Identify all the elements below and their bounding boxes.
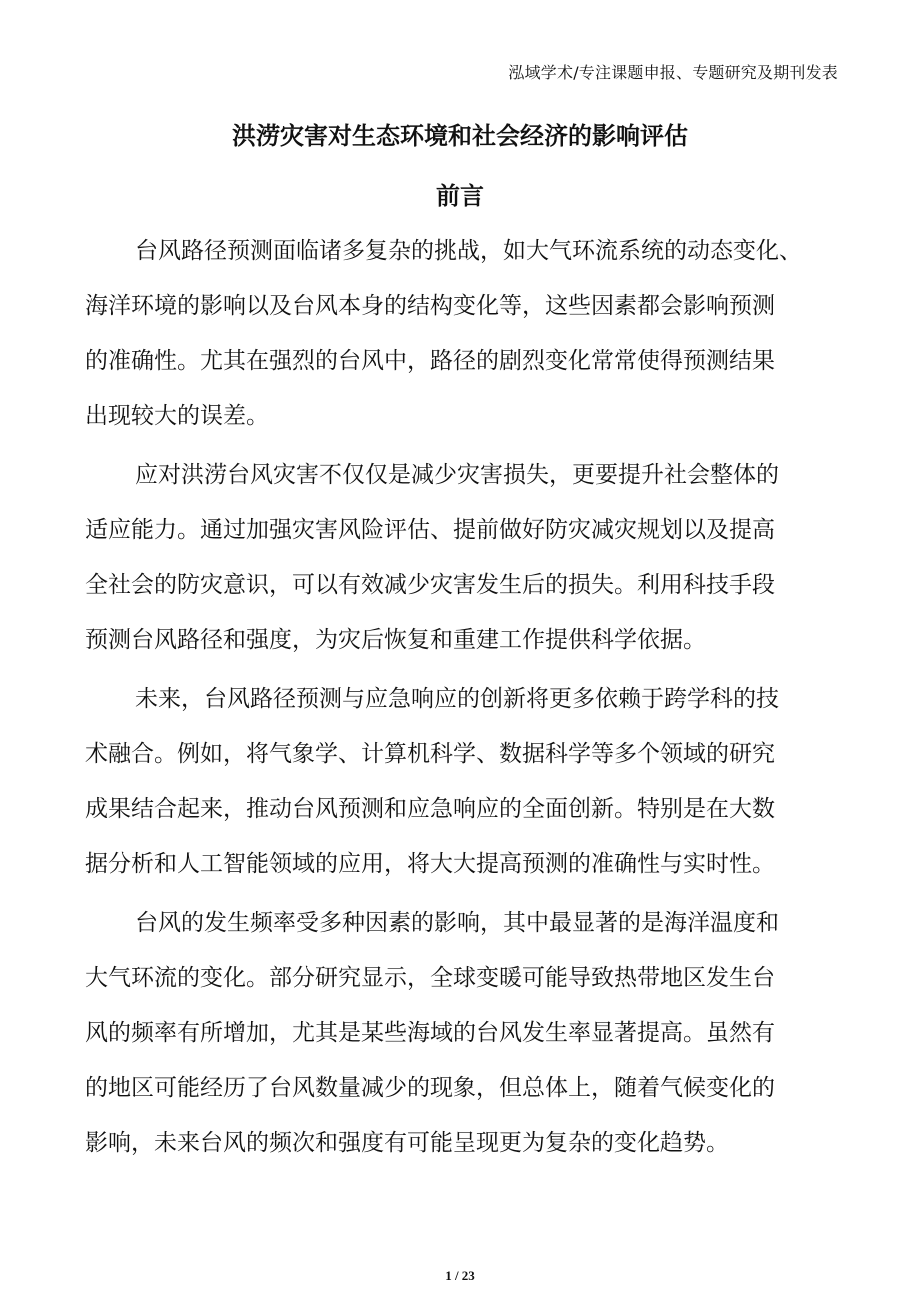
paragraph-line: 的准确性。尤其在强烈的台风中，路径的剧烈变化常常使得预测结果 xyxy=(85,348,775,374)
paragraph-line: 出现较大的误差。 xyxy=(85,403,269,429)
paragraph-1 xyxy=(85,224,845,444)
paragraph-line: 风的频率有所增加，尤其是某些海域的台风发生率显著提高。虽然有 xyxy=(85,1020,775,1046)
document-title: 洪涝灾害对生态环境和社会经济的影响评估 xyxy=(232,122,688,150)
paragraph-line: 适应能力。通过加强灾害风险评估、提前做好防灾减灾规划以及提高 xyxy=(85,517,775,543)
paragraph-line: 海洋环境的影响以及台风本身的结构变化等，这些因素都会影响预测 xyxy=(85,293,775,319)
paragraph-2 xyxy=(85,448,845,668)
paragraph-line: 大气环流的变化。部分研究显示，全球变暖可能导致热带地区发生台 xyxy=(85,965,775,991)
paragraph-line: 术融合。例如，将气象学、计算机科学、数据科学等多个领域的研究 xyxy=(85,741,775,767)
paragraph-line: 未来，台风路径预测与应急响应的创新将更多依赖于跨学科的技 xyxy=(135,686,779,712)
page-number: 1 / 23 xyxy=(445,1268,475,1283)
paragraph-line: 影响，未来台风的频次和强度有可能呈现更为复杂的变化趋势。 xyxy=(85,1130,729,1156)
paragraph-4 xyxy=(85,896,845,1171)
paragraph-line: 台风的发生频率受多种因素的影响，其中最显著的是海洋温度和 xyxy=(135,910,779,936)
section-heading: 前言 xyxy=(436,182,484,210)
paragraph-line: 台风路径预测面临诸多复杂的挑战，如大气环流系统的动态变化、 xyxy=(135,238,802,264)
paragraph-line: 成果结合起来，推动台风预测和应急响应的全面创新。特别是在大数 xyxy=(85,796,775,822)
paragraph-line: 预测台风路径和强度，为灾后恢复和重建工作提供科学依据。 xyxy=(85,627,706,653)
paragraph-line: 据分析和人工智能领域的应用，将大大提高预测的准确性与实时性。 xyxy=(85,851,775,877)
page-header: 泓域学术/专注课题申报、专题研究及期刊发表 xyxy=(508,63,838,82)
paragraph-line: 应对洪涝台风灾害不仅仅是减少灾害损失，更要提升社会整体的 xyxy=(135,462,779,488)
paragraph-3 xyxy=(85,672,845,892)
paragraph-line: 全社会的防灾意识，可以有效减少灾害发生后的损失。利用科技手段 xyxy=(85,572,775,598)
paragraph-line: 的地区可能经历了台风数量减少的现象，但总体上，随着气候变化的 xyxy=(85,1075,775,1101)
